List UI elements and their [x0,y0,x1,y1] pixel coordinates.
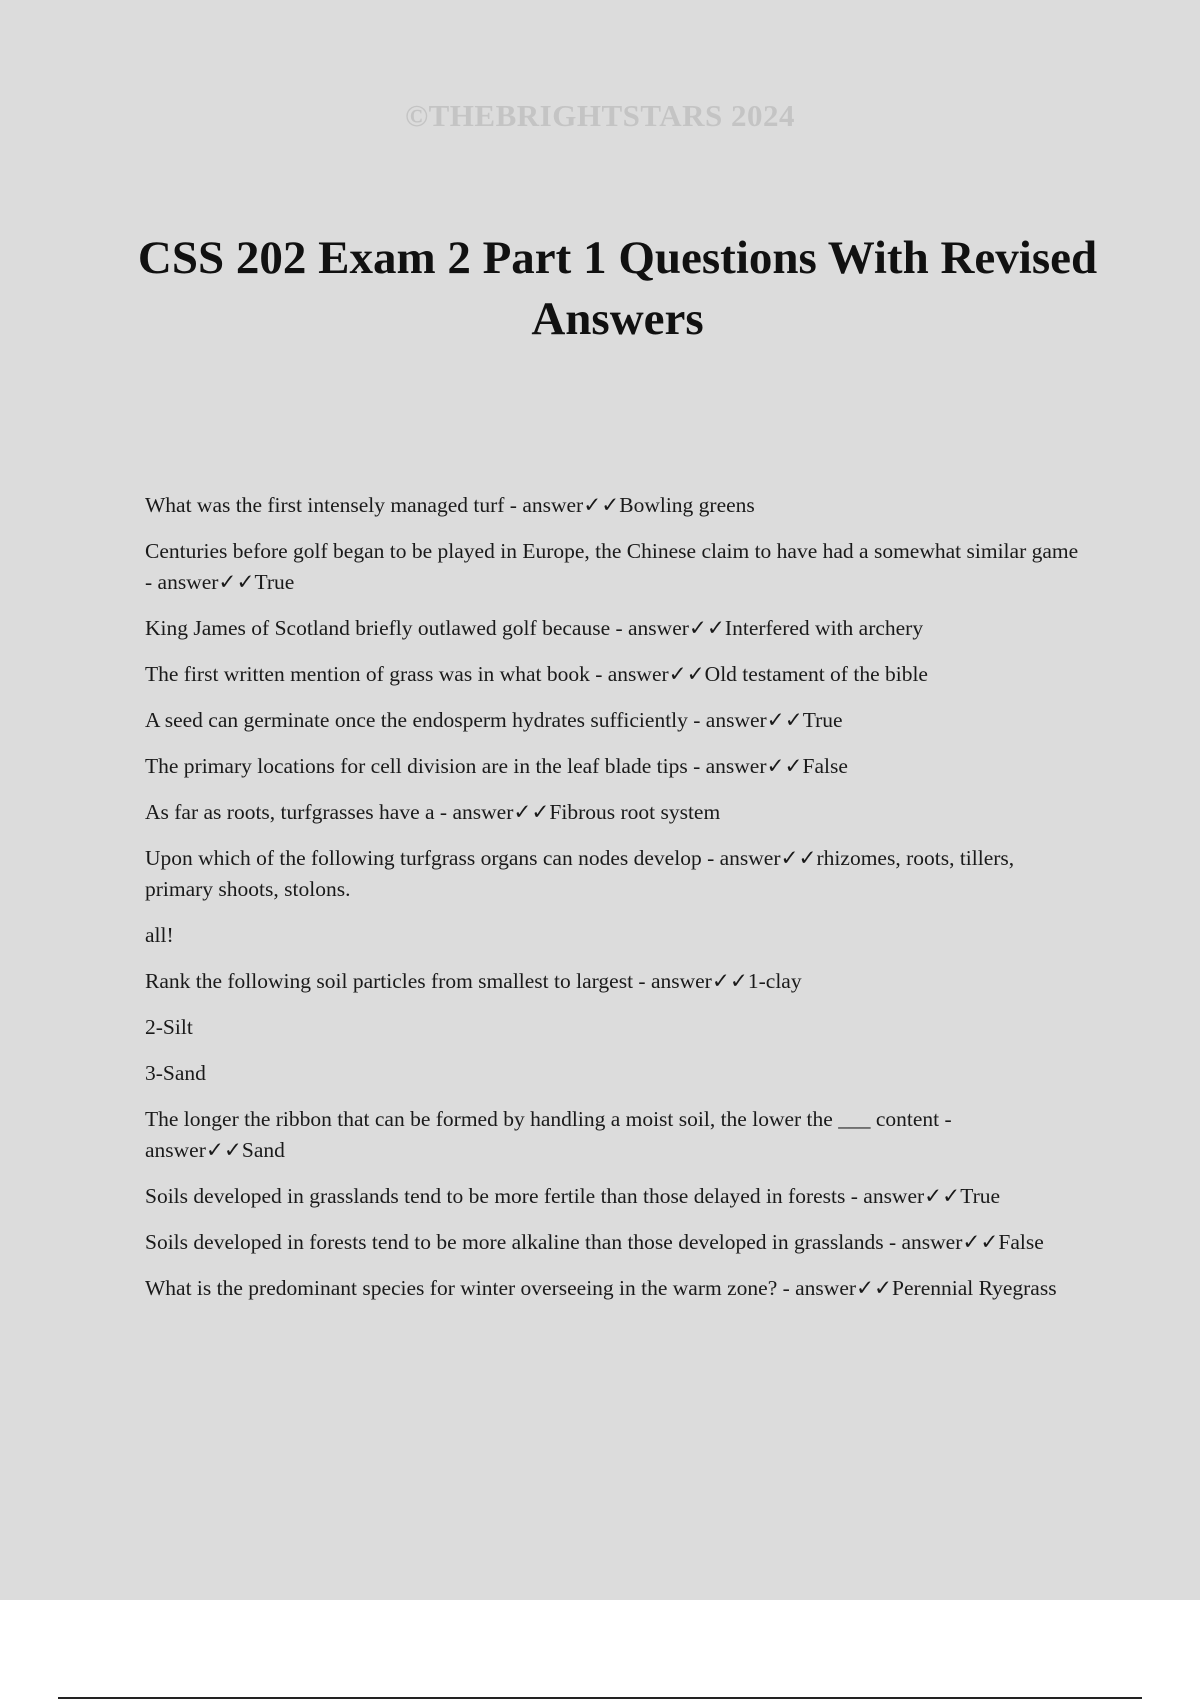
qa-line: As far as roots, turfgrasses have a - answer✓✓Fibrous root system [145,800,721,824]
qa-line: 2-Silt [145,1015,193,1039]
watermark-text: ©THEBRIGHTSTARS 2024 [404,98,796,133]
qa-line: 3-Sand [145,1061,206,1085]
footer-divider [58,1697,1142,1699]
question-answer-list [145,490,1085,1319]
qa-line: Upon which of the following turfgrass organs can nodes develop - answer✓✓rhizomes, roots, tillers, primary shoots, stolons. [145,846,1015,901]
qa-line: The first written mention of grass was in what book - answer✓✓Old testament of the bible [145,662,928,686]
qa-line: What was the first intensely managed turf - answer✓✓Bowling greens [145,493,755,517]
qa-line: Soils developed in grasslands tend to be more fertile than those delayed in forests - answer✓✓True [145,1184,1001,1208]
qa-line: King James of Scotland briefly outlawed golf because - answer✓✓Interfered with archery [145,616,924,640]
qa-line: The longer the ribbon that can be formed by handling a moist soil, the lower the ___ content - answer✓✓Sand [145,1107,952,1162]
qa-line: Rank the following soil particles from smallest to largest - answer✓✓1-clay [145,969,802,993]
qa-line: A seed can germinate once the endosperm hydrates sufficiently - answer✓✓True [145,708,843,732]
qa-line: What is the predominant species for winter overseeing in the warm zone? - answer✓✓Perennial Ryegrass [145,1276,1057,1300]
qa-line: all! [145,923,174,947]
qa-line: The primary locations for cell division are in the leaf blade tips - answer✓✓False [145,754,848,778]
qa-line: Centuries before golf began to be played in Europe, the Chinese claim to have had a somewhat similar game - answer✓✓True [145,539,1079,594]
document-title: CSS 202 Exam 2 Part 1 Questions With Revised Answers [137,232,1098,345]
qa-line: Soils developed in forests tend to be more alkaline than those developed in grasslands - answer✓✓False [145,1230,1044,1254]
